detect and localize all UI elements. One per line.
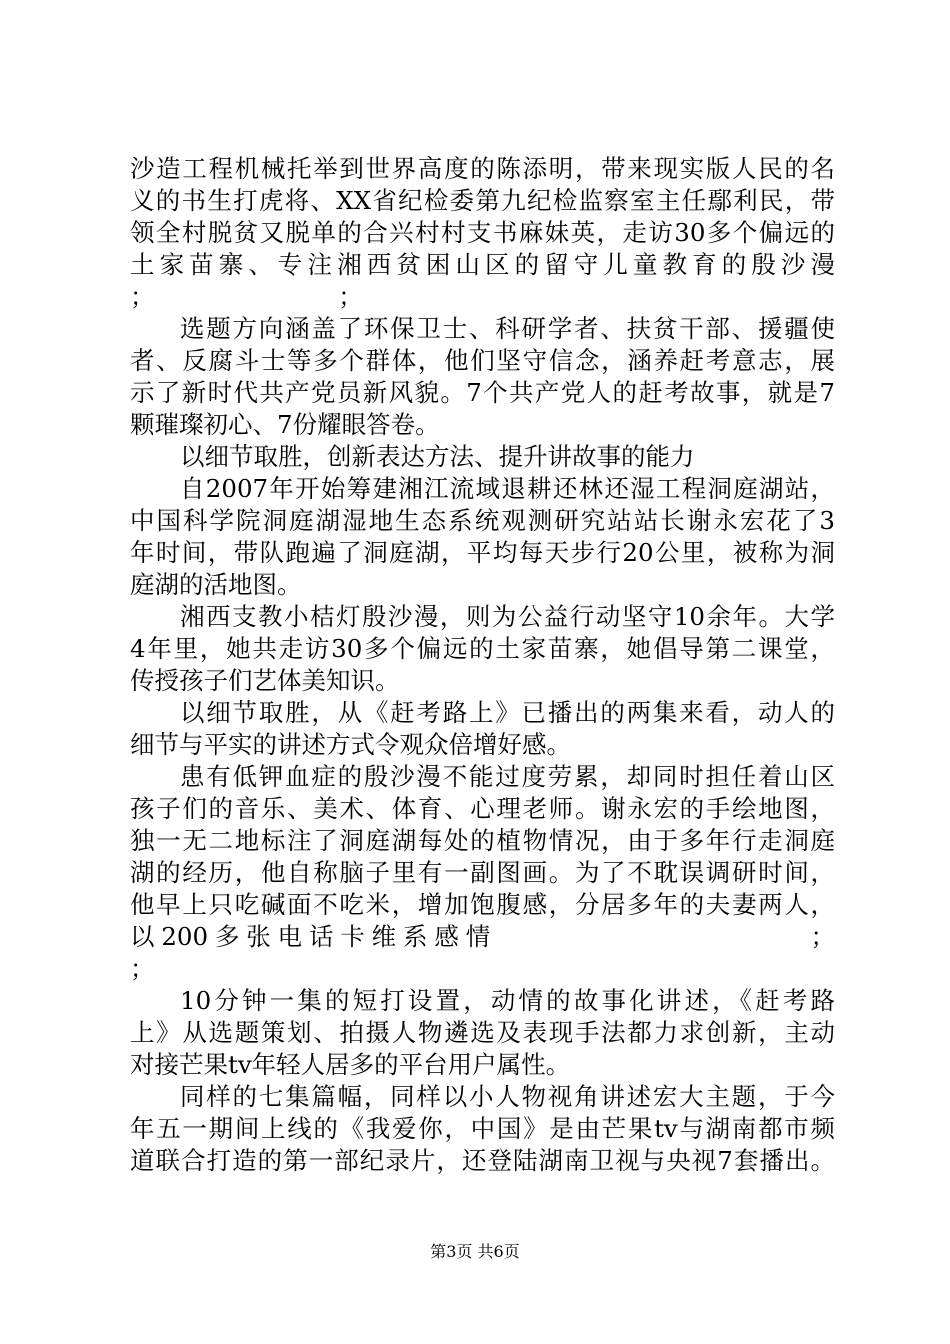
text-line: 对接芒果tv年轻人居多的平台用户属性。 — [130, 1050, 571, 1079]
text-line: 义的书生打虎将、XX省纪检委第九纪检监察室主任鄢利民，带 — [130, 186, 835, 215]
paragraph-first-line: 患有低钾血症的殷沙漫不能过度劳累，却同时担任着山区 — [180, 762, 835, 791]
text-line: 4年里，她共走访30多个偏远的土家苗寨，她倡导第二课堂， — [130, 634, 835, 663]
text-line: 道联合打造的第一部纪录片，还登陆湖南卫视与央视7套播出。 — [130, 1146, 835, 1175]
section-heading: 以细节取胜，创新表达方法、提升讲故事的能力 — [180, 442, 695, 471]
text-line: 孩子们的音乐、美术、体育、心理老师。谢永宏的手绘地图， — [130, 794, 835, 823]
text-line: 土家苗寨、专注湘西贫困山区的留守儿童教育的殷沙漫 — [130, 250, 835, 279]
text-line: 沙造工程机械托举到世界高度的陈添明，带来现实版人民的名 — [130, 154, 835, 183]
text-line: 细节与平实的讲述方式令观众倍增好感。 — [130, 730, 571, 759]
text-line: 年时间，带队跑遍了洞庭湖，平均每天步行20公里，被称为洞 — [130, 538, 835, 567]
text-line: 传授孩子们艺体美知识。 — [130, 666, 400, 695]
text-line: 他早上只吃碱面不吃米，增加饱腹感，分居多年的夫妻两人， — [130, 890, 835, 919]
text-line: 上》从选题策划、拍摄人物遴选及表现手法都力求创新，主动 — [130, 1018, 835, 1047]
text-line: 者、反腐斗士等多个群体，他们坚守信念，涵养赶考意志，展 — [130, 346, 835, 375]
document-body — [130, 153, 835, 1177]
text-line: ； — [130, 954, 155, 983]
text-line: 独一无二地标注了洞庭湖每处的植物情况，由于多年行走洞庭 — [130, 826, 835, 855]
paragraph-first-line: 选题方向涵盖了环保卫士、科研学者、扶贫干部、援疆使 — [180, 314, 835, 343]
text-line: 以200多张电话卡维系感情 ； — [130, 922, 835, 951]
text-line: 湖的经历，他自称脑子里有一副图画。为了不耽误调研时间， — [130, 858, 835, 887]
paragraph-first-line: 同样的七集篇幅，同样以小人物视角讲述宏大主题，于今 — [180, 1082, 835, 1111]
text-line: 颗璀璨初心、7份耀眼答卷。 — [130, 410, 440, 439]
text-line: 庭湖的活地图。 — [130, 570, 302, 599]
paragraph-first-line: 以细节取胜，从《赶考路上》已播出的两集来看，动人的 — [180, 698, 835, 727]
text-line: 中国科学院洞庭湖湿地生态系统观测研究站站长谢永宏花了3 — [130, 506, 835, 535]
paragraph-first-line: 自2007年开始筹建湘江流域退耕还林还湿工程洞庭湖站， — [180, 474, 835, 503]
page-footer: 第3页 共6页 — [430, 1242, 520, 1261]
text-line: ； ； — [130, 282, 363, 311]
paragraph-first-line: 10分钟一集的短打设置，动情的故事化讲述，《赶考路 — [180, 986, 835, 1015]
text-line: 示了新时代共产党员新风貌。7个共产党人的赶考故事，就是7 — [130, 378, 835, 407]
paragraph-first-line: 湘西支教小桔灯殷沙漫，则为公益行动坚守10余年。大学 — [180, 602, 835, 631]
text-line: 领全村脱贫又脱单的合兴村村支书麻妹英，走访30多个偏远的 — [130, 218, 835, 247]
text-line: 年五一期间上线的《我爱你，中国》是由芒果tv与湖南都市频 — [130, 1114, 835, 1143]
